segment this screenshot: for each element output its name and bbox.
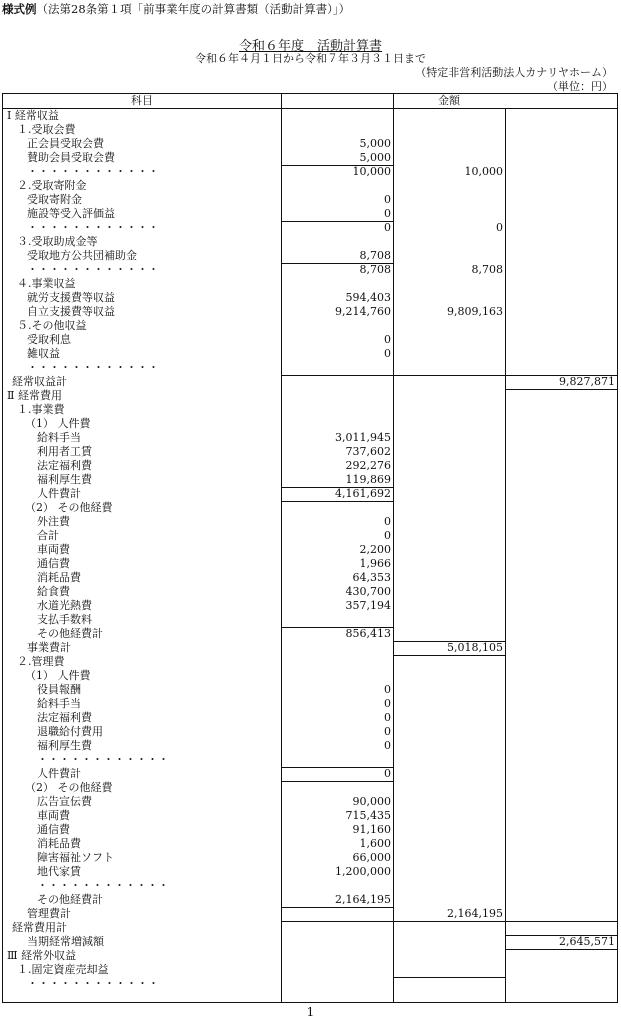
row-label: ２.受取寄附金 (17, 179, 87, 192)
row-label: １.固定資産売却益 (17, 963, 109, 976)
subtotal-rule (505, 935, 617, 936)
table-row (3, 781, 617, 795)
amount-detail: 594,403 (345, 291, 391, 304)
row-label: 退職給付費用 (37, 725, 103, 738)
amount-detail: 91,160 (352, 823, 391, 836)
table-row (3, 739, 617, 753)
amount-detail: 1,600 (359, 837, 391, 850)
amount-box (281, 487, 394, 502)
row-label: ４.事業収益 (17, 277, 76, 290)
amount-detail: 0 (384, 193, 391, 206)
table-row (3, 459, 617, 473)
amount-subtotal: 8,708 (471, 263, 503, 276)
row-label: 合計 (37, 529, 59, 542)
table-row (3, 375, 617, 389)
table-row (3, 305, 617, 319)
table-row (3, 655, 617, 669)
row-label: 受取利息 (27, 333, 71, 346)
table-row (3, 193, 617, 207)
page-number: 1 (306, 1005, 315, 1019)
table-row (3, 529, 617, 543)
table-row (3, 963, 617, 977)
amount-detail: 2,164,195 (335, 893, 391, 906)
row-label: ３.受取助成金等 (17, 235, 98, 248)
row-label: Ⅱ 経常費用 (7, 389, 62, 402)
row-label: 車両費 (37, 543, 70, 556)
subtotal-rule (393, 641, 505, 642)
amount-total: 2,645,571 (559, 935, 615, 948)
table-row (3, 865, 617, 879)
row-label: 当期経常増減額 (27, 935, 104, 948)
row-label: ・・・・・・・・・・・・ (27, 263, 159, 276)
subtotal-rule (281, 263, 393, 264)
row-label: １.事業費 (17, 403, 65, 416)
table-row (3, 473, 617, 487)
form-label (2, 1, 350, 17)
row-label: 法定福利費 (37, 711, 92, 724)
row-label: 正会員受取会費 (27, 137, 104, 150)
amount-detail: 292,276 (345, 459, 391, 472)
unit-label: （単位：円） (547, 80, 613, 93)
row-label: 障害福祉ソフト (37, 851, 114, 864)
amount-subtotal: 5,018,105 (447, 641, 503, 654)
amount-subtotal: 0 (496, 221, 503, 234)
amount-detail: 0 (384, 333, 391, 346)
row-label: 施設等受入評価益 (27, 207, 115, 220)
table-row (3, 711, 617, 725)
table-row (3, 949, 617, 963)
table-row (3, 123, 617, 137)
table-row (3, 207, 617, 221)
table-row (3, 165, 617, 179)
row-label: 人件費計 (37, 767, 81, 780)
amount-detail: 1,966 (359, 557, 391, 570)
row-label: 外注費 (37, 515, 70, 528)
table-row (3, 291, 617, 305)
form-label-bold: 様式例 (2, 2, 37, 16)
amount-detail: 0 (384, 515, 391, 528)
amount-detail: 0 (384, 347, 391, 360)
table-row (3, 809, 617, 823)
table-row (3, 697, 617, 711)
row-label: その他経費計 (37, 893, 103, 906)
amount-detail: 4,161,692 (335, 487, 391, 500)
table-row (3, 319, 617, 333)
table-row (3, 137, 617, 151)
table-row (3, 613, 617, 627)
row-label: 福利厚生費 (37, 739, 92, 752)
table-row (3, 403, 617, 417)
row-label: 給料手当 (37, 697, 81, 710)
amount-detail: 737,602 (345, 445, 391, 458)
row-label: 法定福利費 (37, 459, 92, 472)
row-label: 車両費 (37, 809, 70, 822)
table-row (3, 431, 617, 445)
table-row (3, 361, 617, 375)
table-row (3, 543, 617, 557)
row-label: ・・・・・・・・・・・・ (27, 977, 159, 990)
row-label: 給料手当 (37, 431, 81, 444)
amount-detail: 5,000 (359, 151, 391, 164)
amount-detail: 2,200 (359, 543, 391, 556)
table-row (3, 879, 617, 893)
amount-detail: 9,214,760 (335, 305, 391, 318)
row-label: 自立支援費等収益 (27, 305, 115, 318)
amount-detail: 0 (384, 207, 391, 220)
amount-detail: 0 (384, 725, 391, 738)
amount-subtotal: 10,000 (464, 165, 503, 178)
amount-detail: 0 (384, 221, 391, 234)
table-row (3, 907, 617, 921)
row-label: 経常収益計 (12, 375, 67, 388)
subtotal-rule (281, 907, 393, 908)
table-row (3, 795, 617, 809)
row-label: ・・・・・・・・・・・・ (37, 879, 169, 892)
table-row (3, 347, 617, 361)
table-row (3, 235, 617, 249)
subtotal-rule (281, 627, 393, 628)
table-row (3, 179, 617, 193)
page-title-text: 令和６年度 活動計算書 (238, 39, 382, 54)
amount-detail: 1,200,000 (335, 865, 391, 878)
subtotal-rule (281, 375, 617, 376)
table-row (3, 921, 617, 935)
row-label: 雑収益 (27, 347, 60, 360)
activity-statement-table (2, 93, 618, 1003)
amount-detail: 64,353 (352, 571, 391, 584)
row-label: 広告宣伝費 (37, 795, 92, 808)
table-row (3, 571, 617, 585)
row-label: 管理費計 (27, 907, 71, 920)
row-label: 支払手数料 (37, 613, 92, 626)
header-item: 科目 (131, 94, 153, 107)
amount-detail: 0 (384, 739, 391, 752)
row-label: 事業費計 (27, 641, 71, 654)
table-row (3, 249, 617, 263)
amount-box (281, 767, 394, 782)
table-row (3, 151, 617, 165)
amount-detail: 0 (384, 697, 391, 710)
row-label: ５.その他収益 (17, 319, 87, 332)
table-row (3, 893, 617, 907)
table-row (3, 557, 617, 571)
row-label: ・・・・・・・・・・・・ (27, 361, 159, 374)
row-label: 地代家賃 (37, 865, 81, 878)
amount-detail: 0 (384, 767, 391, 780)
row-label: 役員報酬 (37, 683, 81, 696)
table-row (3, 501, 617, 515)
amount-detail: 357,194 (345, 599, 391, 612)
amount-detail: 119,869 (345, 473, 391, 486)
amount-box (393, 921, 506, 978)
amount-detail: 8,708 (359, 263, 391, 276)
table-row (3, 389, 617, 403)
table-row (3, 683, 617, 697)
header-amount: 金額 (438, 94, 460, 107)
row-label: 福利厚生費 (37, 473, 92, 486)
row-label: 受取地方公共団補助金 (27, 249, 137, 262)
row-label: その他経費計 (37, 627, 103, 640)
row-label: （2） その他経費 (25, 501, 113, 514)
amount-detail: 90,000 (352, 795, 391, 808)
table-row (3, 823, 617, 837)
row-label: 通信費 (37, 557, 70, 570)
subtotal-rule (505, 949, 617, 950)
row-label: 賛助会員受取会費 (27, 151, 115, 164)
table-row (3, 753, 617, 767)
table-row (3, 515, 617, 529)
row-label: （1） 人件費 (25, 417, 91, 430)
row-label: 通信費 (37, 823, 70, 836)
row-label: Ⅲ 経常外収益 (7, 949, 77, 962)
table-row (3, 725, 617, 739)
row-label: 就労支援費等収益 (27, 291, 115, 304)
table-row (3, 599, 617, 613)
amount-detail: 856,413 (345, 627, 391, 640)
table-row (3, 333, 617, 347)
row-label: ２.管理費 (17, 655, 65, 668)
amount-subtotal: 2,164,195 (447, 907, 503, 920)
amount-subtotal: 9,809,163 (447, 305, 503, 318)
row-label: 消耗品費 (37, 837, 81, 850)
table-row (3, 669, 617, 683)
amount-detail: 10,000 (352, 165, 391, 178)
subtotal-rule (393, 655, 505, 656)
table-row (3, 277, 617, 291)
table-row (3, 109, 617, 123)
row-label: 経常費用計 (12, 921, 67, 934)
row-label: 利用者工賃 (37, 445, 92, 458)
row-label: （2） その他経費 (25, 781, 113, 794)
table-row (3, 977, 617, 991)
table-row (3, 417, 617, 431)
table-row (3, 641, 617, 655)
amount-detail: 3,011,945 (335, 431, 391, 444)
amount-total: 9,827,871 (559, 375, 615, 388)
fiscal-period: 令和６年４月１日から令和７年３月３１日まで (195, 52, 426, 65)
amount-detail: 0 (384, 683, 391, 696)
row-label: 水道光熱費 (37, 599, 92, 612)
form-label-rest: （法第28条第１項「前事業年度の計算書類（活動計算書）」） (36, 2, 351, 16)
row-label: ・・・・・・・・・・・・ (27, 221, 159, 234)
subtotal-rule (505, 389, 617, 390)
table-row (3, 627, 617, 641)
row-label: （1） 人件費 (25, 669, 91, 682)
row-label: ・・・・・・・・・・・・ (27, 165, 159, 178)
table-row (3, 585, 617, 599)
organization-name: （特定非営利活動法人カナリヤホーム） (415, 66, 613, 79)
table-row (3, 263, 617, 277)
row-label: 給食費 (37, 585, 70, 598)
row-label: ・・・・・・・・・・・・ (37, 753, 169, 766)
amount-detail: 0 (384, 529, 391, 542)
amount-detail: 0 (384, 711, 391, 724)
amount-detail: 715,435 (345, 809, 391, 822)
amount-detail: 8,708 (359, 249, 391, 262)
row-label: 消耗品費 (37, 571, 81, 584)
subtotal-rule (281, 221, 393, 222)
table-row (3, 851, 617, 865)
subtotal-rule (281, 165, 393, 166)
amount-detail: 430,700 (345, 585, 391, 598)
amount-detail: 5,000 (359, 137, 391, 150)
row-label: １.受取会費 (17, 123, 76, 136)
row-label: 人件費計 (37, 487, 81, 500)
table-row (3, 837, 617, 851)
amount-detail: 66,000 (352, 851, 391, 864)
row-label: Ⅰ 経常収益 (7, 109, 59, 122)
table-row (3, 935, 617, 949)
table-row (3, 445, 617, 459)
row-label: 受取寄附金 (27, 193, 82, 206)
table-row (3, 221, 617, 235)
